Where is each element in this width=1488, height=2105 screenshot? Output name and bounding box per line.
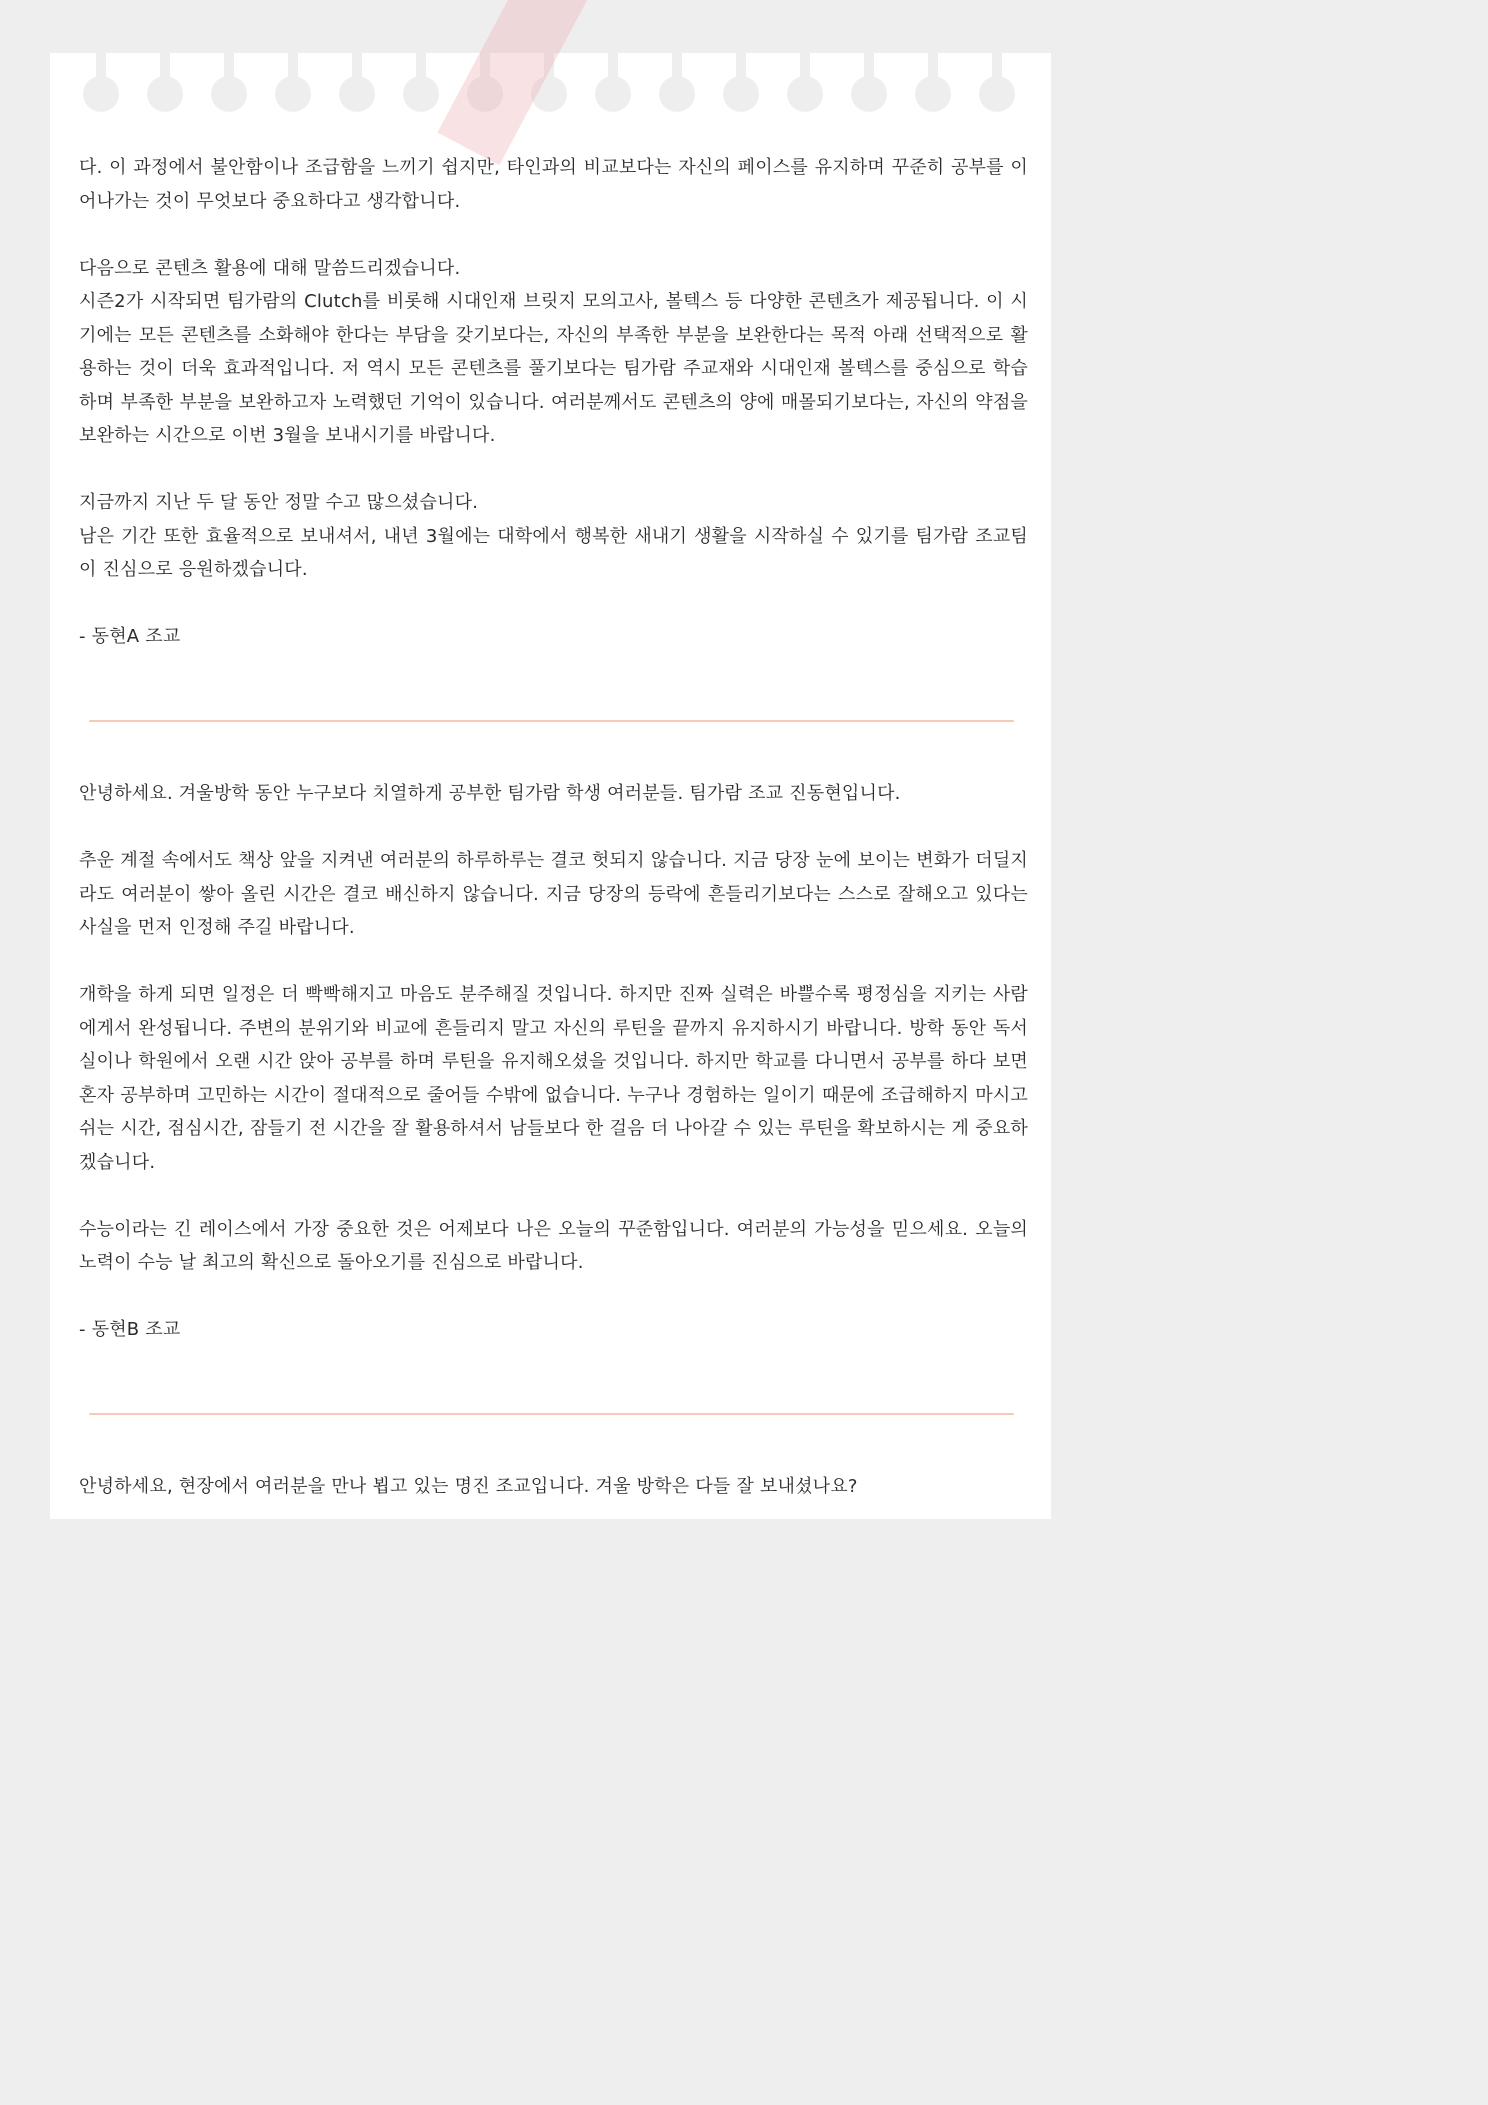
letter-section-a — [79, 151, 1028, 654]
letter-section-b — [79, 777, 1028, 1347]
paragraph: 시즌2가 시작되면 팀가람의 Clutch를 비롯해 시대인재 브릿지 모의고사, 볼텍스 등 다양한 콘텐츠가 제공됩니다. 이 시기에는 모든 콘텐츠를 소화해야 한다는 부담을 갖기보다는, 자신의 부족한 부분을 보완한다는 목적 아래 선택적으로 활용하는 것이 더욱 효과적입니다. 저 역시 모든 콘텐츠를 풀기보다는 팀가람 주교재와 시대인재 볼텍스를 중심으로 학습하며 부족한 부분을 보완하고자 노력했던 기억이 있습니다. 여러분께서도 콘텐츠의 양에 매몰되기보다는, 자신의 약점을 보완하는 시간으로 이번 3월을 보내시기를 바랍니다. — [79, 291, 1028, 446]
paragraph: 추운 계절 속에서도 책상 앞을 지켜낸 여러분의 하루하루는 결코 헛되지 않습니다. 지금 당장 눈에 보이는 변화가 더딜지라도 여러분이 쌓아 올린 시간은 결코 배신하지 않습니다. 지금 당장의 등락에 흔들리기보다는 스스로 잘해오고 있다는 사실을 먼저 인정해 주길 바랍니다. — [79, 850, 1028, 938]
greeting: 안녕하세요, 현장에서 여러분을 만나 뵙고 있는 명진 조교입니다. 겨울 방학은 다들 잘 보내셨나요? — [79, 1476, 858, 1497]
binder-hole — [915, 76, 951, 112]
binder-hole — [147, 76, 183, 112]
paragraph-intro: 지금까지 지난 두 달 동안 정말 수고 많으셨습니다. — [79, 492, 479, 513]
letter-content — [79, 151, 1028, 1537]
paragraph-intro: 다음으로 콘텐츠 활용에 대해 말씀드리겠습니다. — [79, 257, 461, 279]
binder-hole — [979, 76, 1015, 112]
paragraph: 다. 이 과정에서 불안함이나 조급함을 느끼기 쉽지만, 타인과의 비교보다는 자신의 페이스를 유지하며 꾸준히 공부를 이어나가는 것이 무엇보다 중요하다고 생각합니다. — [79, 157, 1028, 212]
binder-hole — [659, 76, 695, 112]
binder-hole — [83, 76, 119, 112]
binder-hole — [403, 76, 439, 112]
binder-hole — [851, 76, 887, 112]
binder-hole — [787, 76, 823, 112]
binder-hole — [595, 76, 631, 112]
signature: - 동현A 조교 — [79, 626, 181, 647]
signature: - 동현B 조교 — [79, 1319, 181, 1340]
letter-section-c — [79, 1470, 1028, 1504]
paragraph: 남은 기간 또한 효율적으로 보내셔서, 내년 3월에는 대학에서 행복한 새내기 생활을 시작하실 수 있기를 팀가람 조교팀이 진심으로 응원하겠습니다. — [79, 525, 1028, 580]
binder-hole — [275, 76, 311, 112]
binder-hole — [723, 76, 759, 112]
greeting: 안녕하세요. 겨울방학 동안 누구보다 치열하게 공부한 팀가람 학생 여러분들. 팀가람 조교 진동현입니다. — [79, 783, 901, 804]
paragraph: 수능이라는 긴 레이스에서 가장 중요한 것은 어제보다 나은 오늘의 꾸준함입니다. 여러분의 가능성을 믿으세요. 오늘의 노력이 수능 날 최고의 확신으로 돌아오기를 진심으로 바랍니다. — [79, 1218, 1028, 1273]
binder-hole — [339, 76, 375, 112]
binder-hole — [211, 76, 247, 112]
notebook-page — [50, 53, 1051, 1519]
paragraph: 개학을 하게 되면 일정은 더 빡빡해지고 마음도 분주해질 것입니다. 하지만 진짜 실력은 바쁠수록 평정심을 지키는 사람에게서 완성됩니다. 주변의 분위기와 비교에 흔들리지 말고 자신의 루틴을 끝까지 유지하시기 바랍니다. 방학 동안 독서실이나 학원에서 오랜 시간 앉아 공부를 하며 루틴을 유지해오셨을 것입니다. 하지만 학교를 다니면서 공부를 하다 보면 혼자 공부하며 고민하는 시간이 절대적으로 줄어들 수밖에 없습니다. 누구나 경험하는 일이기 때문에 조급해하지 마시고 쉬는 시간, 점심시간, 잠들기 전 시간을 잘 활용하셔서 남들보다 한 걸음 더 나아갈 수 있는 루틴을 확보하시는 게 중요하겠습니다. — [79, 984, 1028, 1173]
